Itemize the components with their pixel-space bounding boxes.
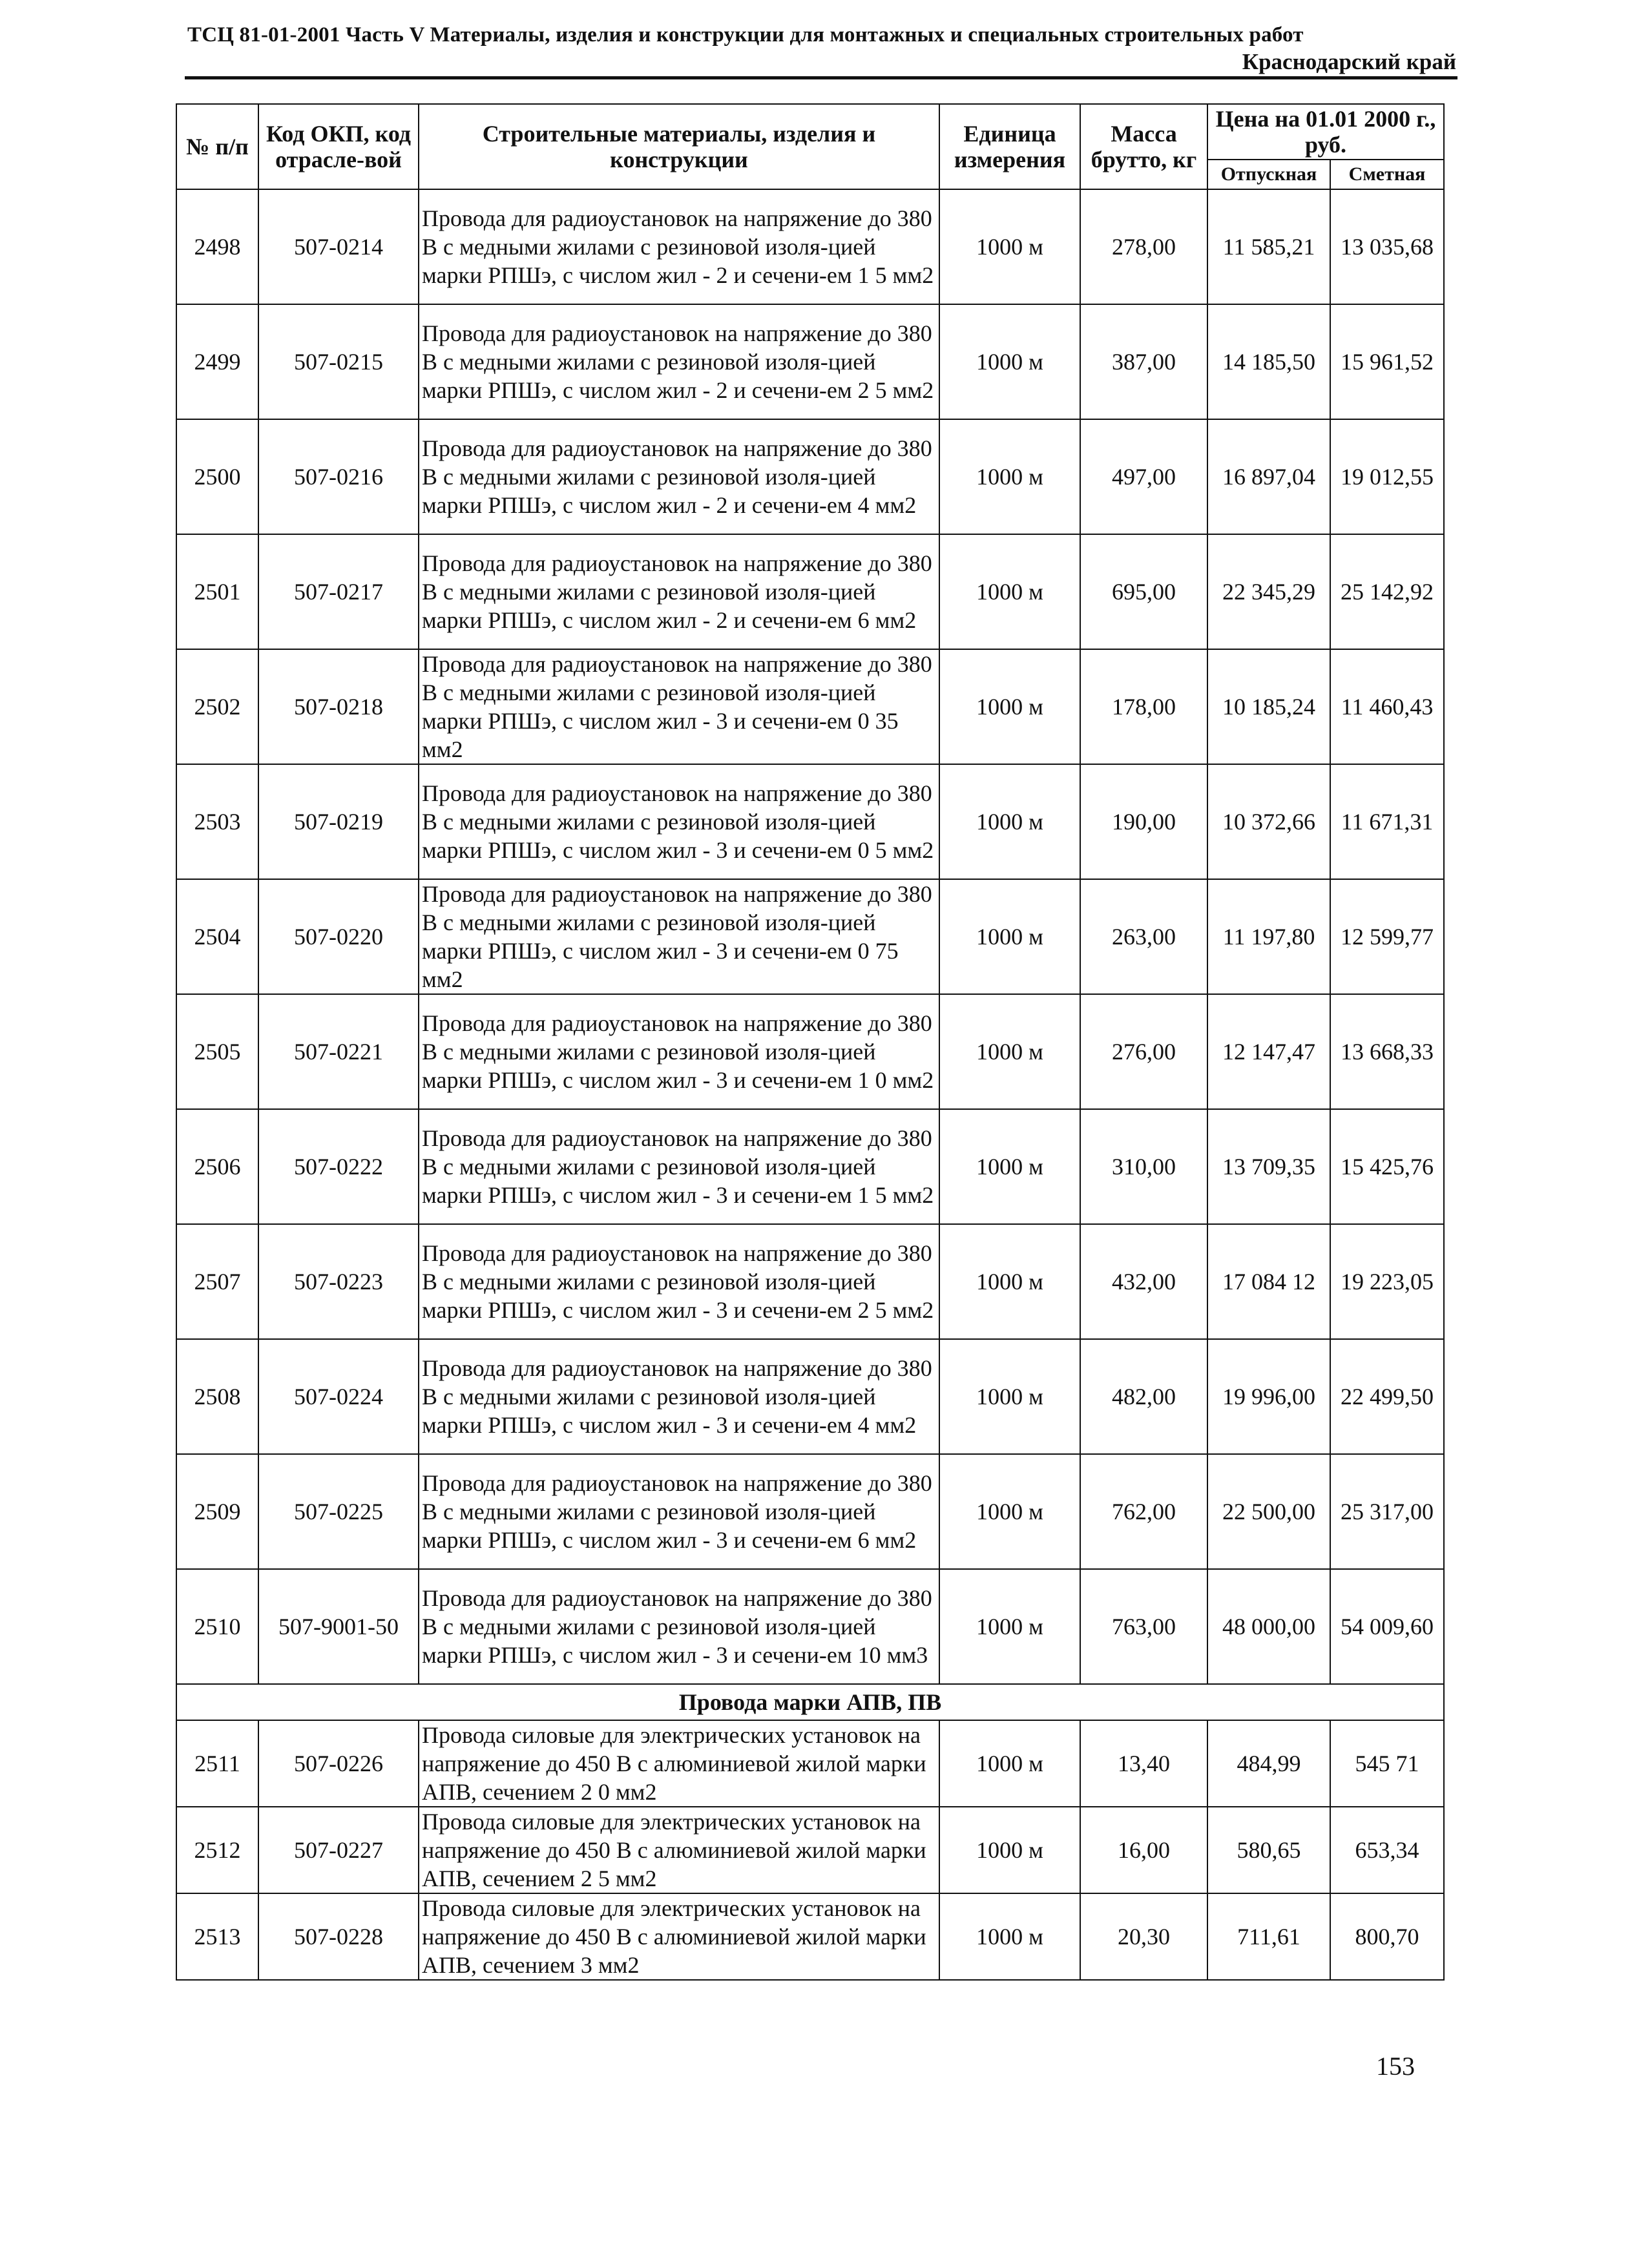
col-header-okp: Код ОКП, код отрасле-вой — [258, 104, 419, 189]
unit-of-measure: 1000 м — [939, 994, 1080, 1109]
release-price: 12 147,47 — [1207, 994, 1330, 1109]
gross-mass: 20,30 — [1080, 1893, 1207, 1980]
document-title: ТСЦ 81-01-2001 Часть V Материалы, изделия и конструкции для монтажных и специальных строительных работ — [187, 23, 1304, 47]
estimate-price: 54 009,60 — [1330, 1569, 1444, 1684]
gross-mass: 263,00 — [1080, 879, 1207, 994]
gross-mass: 763,00 — [1080, 1569, 1207, 1684]
gross-mass: 762,00 — [1080, 1454, 1207, 1569]
unit-of-measure: 1000 м — [939, 1454, 1080, 1569]
col-header-release: Отпускная — [1207, 160, 1330, 189]
estimate-price: 653,34 — [1330, 1807, 1444, 1893]
table-row — [176, 1720, 1444, 1807]
table-row — [176, 1224, 1444, 1339]
release-price: 11 585,21 — [1207, 189, 1330, 304]
table-row — [176, 1807, 1444, 1893]
table-row — [176, 1454, 1444, 1569]
row-number: 2504 — [176, 879, 258, 994]
unit-of-measure: 1000 м — [939, 1339, 1080, 1454]
material-description: Провода для радиоустановок на напряжение до 380 В с медными жилами с резиновой изоля-цией марки РПШэ, с числом жил - 2 и сечени-ем 1 5 мм2 — [419, 189, 939, 304]
material-description: Провода силовые для электрических установок на напряжение до 450 В с алюминиевой жилой марки АПВ, сечением 2 0 мм2 — [419, 1720, 939, 1807]
row-number: 2510 — [176, 1569, 258, 1684]
table-row — [176, 879, 1444, 994]
gross-mass: 310,00 — [1080, 1109, 1207, 1224]
col-header-estimate: Сметная — [1330, 160, 1444, 189]
material-description: Провода для радиоустановок на напряжение до 380 В с медными жилами с резиновой изоля-цией марки РПШэ, с числом жил - 2 и сечени-ем 4 мм2 — [419, 419, 939, 534]
material-description: Провода для радиоустановок на напряжение до 380 В с медными жилами с резиновой изоля-цией марки РПШэ, с числом жил - 2 и сечени-ем 2 5 мм2 — [419, 304, 939, 419]
material-description: Провода для радиоустановок на напряжение до 380 В с медными жилами с резиновой изоля-цией марки РПШэ, с числом жил - 3 и сечени-ем 0 35 мм2 — [419, 649, 939, 764]
okp-code: 507-0223 — [258, 1224, 419, 1339]
unit-of-measure: 1000 м — [939, 419, 1080, 534]
okp-code: 507-0224 — [258, 1339, 419, 1454]
unit-of-measure: 1000 м — [939, 534, 1080, 649]
material-description: Провода для радиоустановок на напряжение до 380 В с медными жилами с резиновой изоля-цией марки РПШэ, с числом жил - 2 и сечени-ем 6 мм2 — [419, 534, 939, 649]
release-price: 10 372,66 — [1207, 764, 1330, 879]
material-description: Провода для радиоустановок на напряжение до 380 В с медными жилами с резиновой изоля-цией марки РПШэ, с числом жил - 3 и сечени-ем 4 мм2 — [419, 1339, 939, 1454]
table-row — [176, 649, 1444, 764]
estimate-price: 19 012,55 — [1330, 419, 1444, 534]
okp-code: 507-0221 — [258, 994, 419, 1109]
material-description: Провода для радиоустановок на напряжение до 380 В с медными жилами с резиновой изоля-цией марки РПШэ, с числом жил - 3 и сечени-ем 0 5 мм2 — [419, 764, 939, 879]
release-price: 22 500,00 — [1207, 1454, 1330, 1569]
table-row — [176, 534, 1444, 649]
okp-code: 507-0216 — [258, 419, 419, 534]
gross-mass: 16,00 — [1080, 1807, 1207, 1893]
gross-mass: 178,00 — [1080, 649, 1207, 764]
material-description: Провода силовые для электрических установок на напряжение до 450 В с алюминиевой жилой марки АПВ, сечением 2 5 мм2 — [419, 1807, 939, 1893]
estimate-price: 15 425,76 — [1330, 1109, 1444, 1224]
row-number: 2499 — [176, 304, 258, 419]
table-row — [176, 1893, 1444, 1980]
row-number: 2505 — [176, 994, 258, 1109]
row-number: 2500 — [176, 419, 258, 534]
unit-of-measure: 1000 м — [939, 1109, 1080, 1224]
row-number: 2506 — [176, 1109, 258, 1224]
header-divider — [185, 76, 1457, 79]
unit-of-measure: 1000 м — [939, 1720, 1080, 1807]
gross-mass: 497,00 — [1080, 419, 1207, 534]
row-number: 2512 — [176, 1807, 258, 1893]
unit-of-measure: 1000 м — [939, 764, 1080, 879]
release-price: 16 897,04 — [1207, 419, 1330, 534]
region-title: Краснодарский край — [1242, 49, 1456, 74]
release-price: 484,99 — [1207, 1720, 1330, 1807]
unit-of-measure: 1000 м — [939, 1569, 1080, 1684]
material-description: Провода силовые для электрических установок на напряжение до 450 В с алюминиевой жилой марки АПВ, сечением 3 мм2 — [419, 1893, 939, 1980]
unit-of-measure: 1000 м — [939, 1224, 1080, 1339]
unit-of-measure: 1000 м — [939, 304, 1080, 419]
table-row — [176, 189, 1444, 304]
unit-of-measure: 1000 м — [939, 879, 1080, 994]
release-price: 10 185,24 — [1207, 649, 1330, 764]
gross-mass: 13,40 — [1080, 1720, 1207, 1807]
col-header-mass: Масса брутто, кг — [1080, 104, 1207, 189]
gross-mass: 695,00 — [1080, 534, 1207, 649]
material-description: Провода для радиоустановок на напряжение до 380 В с медными жилами с резиновой изоля-цией марки РПШэ, с числом жил - 3 и сечени-ем 10 мм3 — [419, 1569, 939, 1684]
okp-code: 507-0227 — [258, 1807, 419, 1893]
release-price: 13 709,35 — [1207, 1109, 1330, 1224]
page-number: 153 — [1376, 2052, 1415, 2081]
estimate-price: 12 599,77 — [1330, 879, 1444, 994]
release-price: 19 996,00 — [1207, 1339, 1330, 1454]
material-description: Провода для радиоустановок на напряжение до 380 В с медными жилами с резиновой изоля-цией марки РПШэ, с числом жил - 3 и сечени-ем 6 мм2 — [419, 1454, 939, 1569]
okp-code: 507-0220 — [258, 879, 419, 994]
okp-code: 507-0217 — [258, 534, 419, 649]
estimate-price: 25 142,92 — [1330, 534, 1444, 649]
gross-mass: 276,00 — [1080, 994, 1207, 1109]
release-price: 48 000,00 — [1207, 1569, 1330, 1684]
okp-code: 507-0222 — [258, 1109, 419, 1224]
estimate-price: 19 223,05 — [1330, 1224, 1444, 1339]
estimate-price: 22 499,50 — [1330, 1339, 1444, 1454]
unit-of-measure: 1000 м — [939, 649, 1080, 764]
okp-code: 507-0215 — [258, 304, 419, 419]
gross-mass: 278,00 — [1080, 189, 1207, 304]
estimate-price: 800,70 — [1330, 1893, 1444, 1980]
row-number: 2509 — [176, 1454, 258, 1569]
release-price: 711,61 — [1207, 1893, 1330, 1980]
row-number: 2501 — [176, 534, 258, 649]
table-row — [176, 994, 1444, 1109]
estimate-price: 15 961,52 — [1330, 304, 1444, 419]
table-body — [176, 189, 1444, 1980]
col-header-unit: Единица измерения — [939, 104, 1080, 189]
estimate-price: 13 035,68 — [1330, 189, 1444, 304]
release-price: 14 185,50 — [1207, 304, 1330, 419]
okp-code: 507-0218 — [258, 649, 419, 764]
estimate-price: 13 668,33 — [1330, 994, 1444, 1109]
release-price: 580,65 — [1207, 1807, 1330, 1893]
table-row — [176, 419, 1444, 534]
row-number: 2513 — [176, 1893, 258, 1980]
release-price: 17 084 12 — [1207, 1224, 1330, 1339]
row-number: 2507 — [176, 1224, 258, 1339]
row-number: 2502 — [176, 649, 258, 764]
table-row — [176, 1339, 1444, 1454]
col-header-num: № п/п — [176, 104, 258, 189]
unit-of-measure: 1000 м — [939, 1807, 1080, 1893]
material-description: Провода для радиоустановок на напряжение до 380 В с медными жилами с резиновой изоля-цией марки РПШэ, с числом жил - 3 и сечени-ем 1 0 мм2 — [419, 994, 939, 1109]
section-heading: Провода марки АПВ, ПВ — [176, 1684, 1444, 1720]
gross-mass: 387,00 — [1080, 304, 1207, 419]
material-description: Провода для радиоустановок на напряжение до 380 В с медными жилами с резиновой изоля-цией марки РПШэ, с числом жил - 3 и сечени-ем 1 5 мм2 — [419, 1109, 939, 1224]
release-price: 22 345,29 — [1207, 534, 1330, 649]
okp-code: 507-0225 — [258, 1454, 419, 1569]
okp-code: 507-0214 — [258, 189, 419, 304]
table-row — [176, 764, 1444, 879]
gross-mass: 482,00 — [1080, 1339, 1207, 1454]
okp-code: 507-0226 — [258, 1720, 419, 1807]
row-number: 2511 — [176, 1720, 258, 1807]
row-number: 2508 — [176, 1339, 258, 1454]
gross-mass: 432,00 — [1080, 1224, 1207, 1339]
table-row — [176, 1569, 1444, 1684]
okp-code: 507-0219 — [258, 764, 419, 879]
estimate-price: 11 460,43 — [1330, 649, 1444, 764]
col-header-price: Цена на 01.01 2000 г., руб. — [1207, 104, 1444, 160]
estimate-price: 11 671,31 — [1330, 764, 1444, 879]
estimate-price: 545 71 — [1330, 1720, 1444, 1807]
row-number: 2503 — [176, 764, 258, 879]
table-row — [176, 304, 1444, 419]
gross-mass: 190,00 — [1080, 764, 1207, 879]
row-number: 2498 — [176, 189, 258, 304]
material-description: Провода для радиоустановок на напряжение до 380 В с медными жилами с резиновой изоля-цией марки РПШэ, с числом жил - 3 и сечени-ем 0 75 мм2 — [419, 879, 939, 994]
col-header-name: Строительные материалы, изделия и конструкции — [419, 104, 939, 189]
okp-code: 507-9001-50 — [258, 1569, 419, 1684]
estimate-price: 25 317,00 — [1330, 1454, 1444, 1569]
okp-code: 507-0228 — [258, 1893, 419, 1980]
release-price: 11 197,80 — [1207, 879, 1330, 994]
price-table — [176, 103, 1445, 1981]
unit-of-measure: 1000 м — [939, 1893, 1080, 1980]
unit-of-measure: 1000 м — [939, 189, 1080, 304]
material-description: Провода для радиоустановок на напряжение до 380 В с медными жилами с резиновой изоля-цией марки РПШэ, с числом жил - 3 и сечени-ем 2 5 мм2 — [419, 1224, 939, 1339]
table-row — [176, 1109, 1444, 1224]
